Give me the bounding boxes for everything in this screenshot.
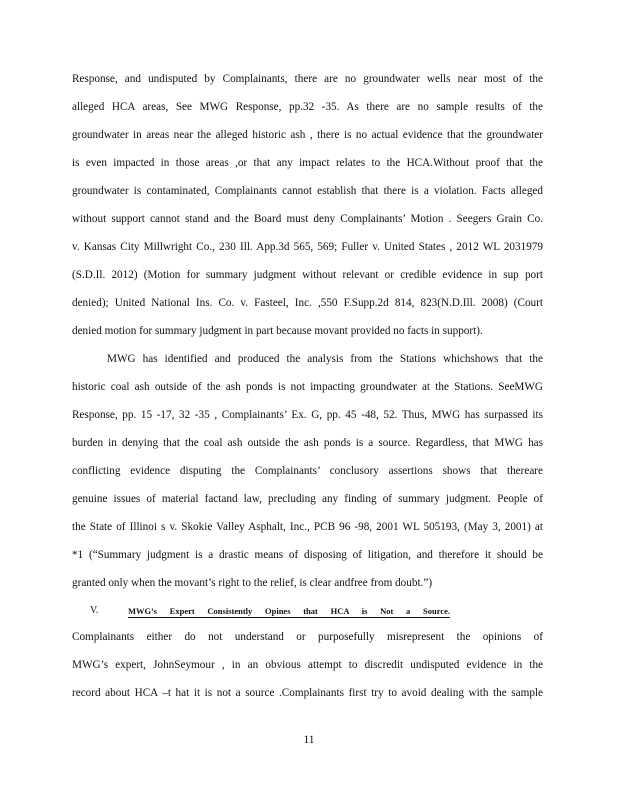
paragraph-line: (S.D.Il. 2012) (Motion for summary judgment without relevant or credible evidence in sup port <box>72 269 543 281</box>
paragraph-line: historic coal ash outside of the ash ponds is not impacting groundwater at the Stations. SeeMWG <box>72 381 543 393</box>
paragraph-line: is even impacted in those areas ,or that any impact relates to the HCA.Without proof that the <box>72 157 543 169</box>
paragraph-line: without support cannot stand and the Board must deny Complainants’ Motion . Seegers Grain Co. <box>72 213 543 225</box>
paragraph-line: Response, pp. 15 -17, 32 -35 , Complainants’ Ex. G, pp. 45 -48, 52. Thus, MWG has surpassed its <box>72 409 543 421</box>
paragraph-line: denied); United National Ins. Co. v. Fasteel, Inc. ,550 F.Supp.2d 814, 823(N.D.Ill. 2008) (Court <box>72 297 543 309</box>
section-title: MWG’s Expert Consistently Opines that HCA is Not a Source. <box>128 606 450 616</box>
paragraph-line: Complainants either do not understand or purposefully misrepresent the opinions of <box>72 631 543 643</box>
paragraph-line: genuine issues of material factand law, precluding any finding of summary judgment. People of <box>72 493 543 505</box>
paragraph-line: *1 (“Summary judgment is a drastic means of disposing of litigation, and therefore it should be <box>72 549 543 561</box>
paragraph-line: MWG’s expert, JohnSeymour , in an obvious attempt to discredit undisputed evidence in the <box>72 659 543 671</box>
paragraph-line: alleged HCA areas, See MWG Response, pp.32 -35. As there are no sample results of the <box>72 101 543 113</box>
paragraph-line: v. Kansas City Millwright Co., 230 Ill. App.3d 565, 569; Fuller v. United States , 2012 WL 2031979 <box>72 241 543 253</box>
paragraph-line: Response, and undisputed by Complainants, there are no groundwater wells near most of the <box>72 73 543 85</box>
paragraph-line: denied motion for summary judgment in part because movant provided no facts in support). <box>72 325 483 337</box>
heading-underline <box>128 617 450 618</box>
paragraph-line: groundwater is contaminated, Complainants cannot establish that there is a violation. Facts alleged <box>72 185 543 197</box>
paragraph-line: groundwater in areas near the alleged historic ash , there is no actual evidence that the groundwater <box>72 129 543 141</box>
page-number: 11 <box>303 734 315 746</box>
paragraph-line: record about HCA –t hat it is not a source .Complainants first try to avoid dealing with the sample <box>72 687 543 699</box>
section-heading <box>90 604 450 618</box>
section-number: V. <box>90 605 99 616</box>
paragraph-line: MWG has identified and produced the analysis from the Stations whichshows that the <box>107 353 543 365</box>
paragraph-line: the State of Illinoi s v. Skokie Valley Asphalt, Inc., PCB 96 -98, 2001 WL 505193, (May 3, 2001) at <box>72 521 543 533</box>
paragraph-line: granted only when the movant’s right to the relief, is clear andfree from doubt.”) <box>72 577 433 589</box>
paragraph-line: burden in denying that the coal ash outside the ash ponds is a source. Regardless, that MWG has <box>72 437 543 449</box>
paragraph-line: conflicting evidence disputing the Complainants’ conclusory assertions shows that thereare <box>72 465 543 477</box>
